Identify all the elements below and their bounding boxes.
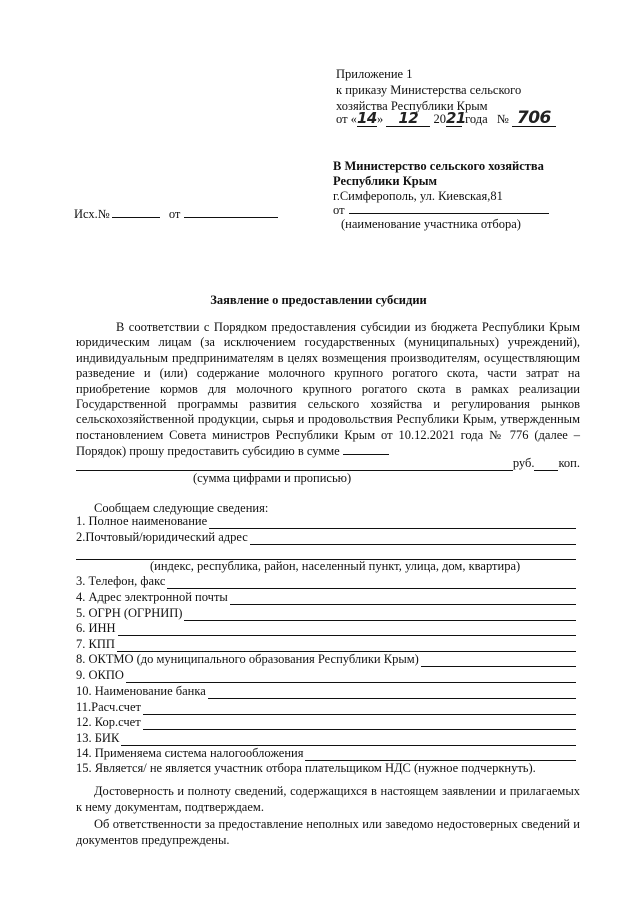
address-caption: (индекс, республика, район, населенный пункт, улица, дом, квартира)	[150, 559, 521, 573]
recipient-line-2: Республики Крым	[333, 174, 437, 188]
closing-paragraph-1: Достоверность и полноту сведений, содержащихся в настоящем заявлении и прилагаемых к нему документам, подтверждаем.	[76, 784, 580, 814]
field-blank[interactable]	[118, 623, 576, 636]
field-label: 11.Расч.счет	[76, 700, 141, 714]
field-phone	[76, 573, 576, 589]
body-paragraph	[76, 320, 580, 460]
handwritten-year: 21	[445, 109, 466, 127]
outgoing-number-blank[interactable]	[112, 206, 160, 218]
field-bank-name	[76, 683, 576, 699]
field-oktmo	[76, 651, 576, 667]
field-label: 12. Кор.счет	[76, 715, 141, 729]
outgoing-ref	[74, 206, 278, 222]
field-ogrn	[76, 605, 576, 621]
year-word: года	[465, 112, 488, 126]
sum-inline-blank[interactable]	[343, 443, 389, 455]
field-blank[interactable]	[421, 654, 576, 667]
appendix-line-1: Приложение 1	[336, 67, 413, 81]
field-label: 5. ОГРН (ОГРНИП)	[76, 606, 183, 620]
field-label: 2.Почтовый/юридический адрес	[76, 530, 248, 544]
field-blank[interactable]	[208, 686, 576, 699]
field-corr-account	[76, 714, 576, 730]
field-account	[76, 699, 576, 715]
sum-kop: коп.	[558, 456, 580, 470]
field-label: 7. КПП	[76, 637, 115, 651]
field-full-name	[76, 513, 576, 529]
sum-caption: (сумма цифрами и прописью)	[193, 471, 352, 485]
field-tax-system	[76, 745, 576, 761]
year-prefix: 20	[433, 112, 446, 126]
outgoing-ref-label: Исх.№	[74, 207, 110, 221]
field-label: 14. Применяема система налогообложения	[76, 746, 304, 760]
document-title: Заявление о предоставлении субсидии	[210, 293, 427, 307]
outgoing-date-blank[interactable]	[184, 206, 278, 218]
field-label: 8. ОКТМО (до муниципального образования Республики Крым)	[76, 652, 419, 666]
field-okpo	[76, 667, 576, 683]
recipient-from-blank[interactable]	[349, 202, 549, 214]
field-label: 9. ОКПО	[76, 668, 124, 682]
handwritten-month: 12	[386, 110, 430, 127]
field-postal-address	[76, 529, 576, 545]
field-label: 6. ИНН	[76, 621, 116, 635]
sum-line	[76, 455, 580, 471]
field-email	[76, 589, 576, 605]
handwritten-order-number: 706	[512, 110, 556, 127]
closing-paragraph-2: Об ответственности за предоставление неполных или заведомо недостоверных сведений и документов предупреждены.	[76, 817, 580, 847]
field-bik	[76, 730, 576, 746]
field-label: 4. Адрес электронной почты	[76, 590, 228, 604]
appendix-line-2: к приказу Министерства сельского	[336, 83, 522, 97]
field-label: 1. Полное наименование	[76, 514, 208, 528]
body-text: В соответствии с Порядком предоставления субсидии из бюджета Республики Крым юридическим лицам (за исключением государственных (муниципальных) учреждений), индивидуальным предпринимателям в целях возмещения производителям, осуществляющим разведение и (или) содержание молочного крупного рогатого скота, части затрат на приобретение кормов для молочного крупного рогатого скота в рамках реализации Государственной программы развития сельского хозяйства и регулирования рынков сельскохозяйственной продукции, сырья и продовольствия Республики Крым, утвержденным постановлением Совета министров Республики Крым от 10.12.2021 года № 776 (далее – Порядок) прошу предоставить субсидию в сумме	[76, 320, 580, 459]
field-label: 3. Телефон, факс	[76, 574, 166, 588]
field-blank[interactable]	[230, 592, 576, 605]
info-intro: Сообщаем следующие сведения:	[94, 501, 269, 515]
field-blank[interactable]	[126, 670, 576, 683]
field-blank[interactable]	[143, 717, 576, 730]
item-15-vat: 15. Является/ не является участник отбора плательщиком НДС (нужное подчеркнуть).	[76, 761, 536, 775]
field-label: 10. Наименование банка	[76, 684, 206, 698]
field-blank[interactable]	[209, 516, 576, 529]
date-mid: »	[376, 112, 384, 126]
handwritten-day: 14	[357, 109, 377, 127]
sum-rub: руб.	[512, 456, 535, 470]
recipient-from-label: от	[333, 203, 345, 217]
field-kpp	[76, 636, 576, 652]
outgoing-from-label: от	[168, 207, 181, 221]
field-inn	[76, 620, 576, 636]
appendix-line-3: хозяйства Республики Крым	[336, 99, 488, 113]
recipient-address: г.Симферополь, ул. Киевская,81	[333, 189, 503, 203]
appendix-date-line	[336, 110, 556, 130]
date-prefix: от «	[336, 112, 357, 126]
number-sign: №	[496, 112, 509, 126]
recipient-line-1: В Министерство сельского хозяйства	[333, 159, 544, 173]
kop-blank[interactable]	[534, 458, 558, 471]
field-blank[interactable]	[167, 576, 576, 589]
field-label: 13. БИК	[76, 731, 120, 745]
recipient-from-caption: (наименование участника отбора)	[341, 217, 521, 231]
